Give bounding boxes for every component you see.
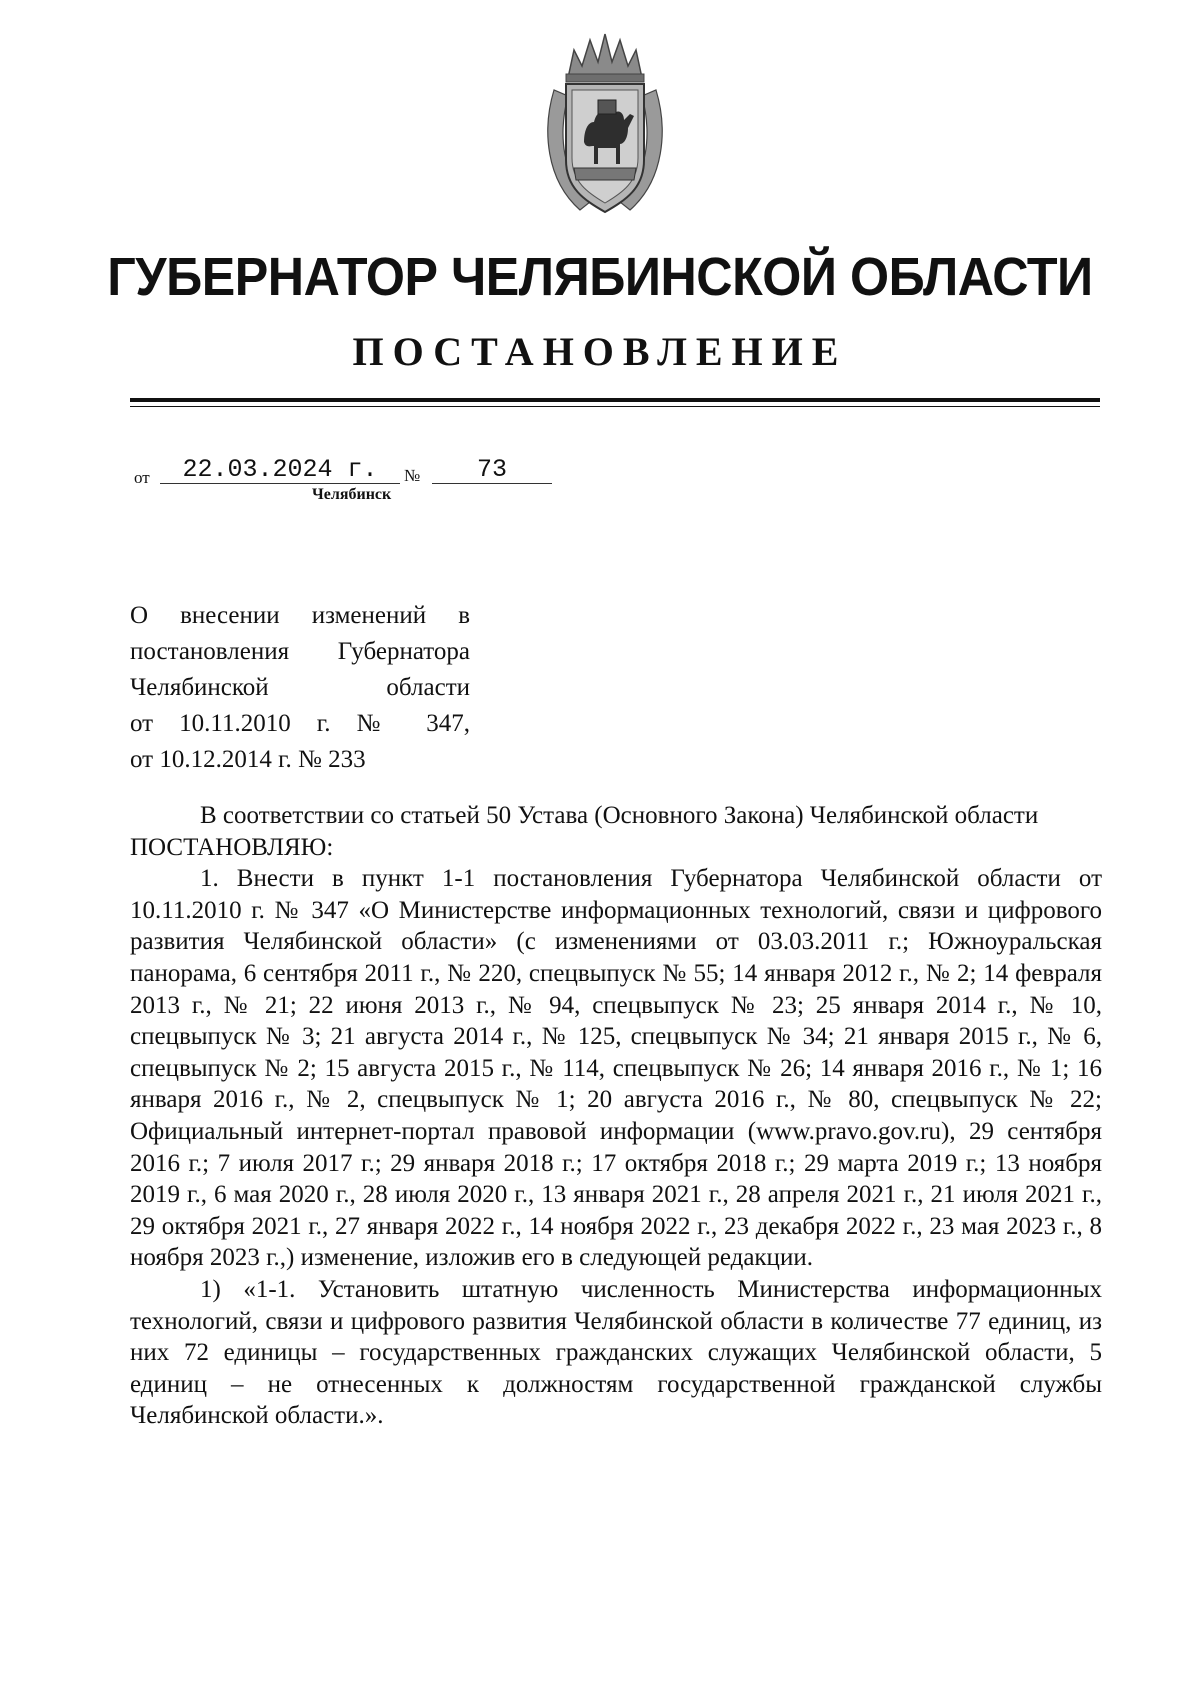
document-date: 22.03.2024 г. <box>160 456 400 484</box>
subject-line: О внесении изменений в <box>130 602 470 629</box>
document-subject <box>130 598 470 778</box>
subitem-1-paragraph: 1) «1-1. Установить штатную численность Министерства информационных технологий, связи и цифрового развития Челябинской области в количестве 77 единиц, из них 72 единицы – государственных гражданских служащих Челябинской области, 5 единиц – не отнесенных к должностям государственной гражданской службы Челябинской области.». <box>130 1275 1102 1430</box>
date-prefix: от <box>134 468 150 487</box>
subject-line: Челябинской области <box>130 674 470 701</box>
decree-word: ПОСТАНОВЛЯЮ: <box>130 833 334 861</box>
chelyabinsk-coat-of-arms-icon <box>540 30 670 220</box>
document-type: ПОСТАНОВЛЕНИЕ <box>352 329 848 374</box>
header-rule-thick <box>130 398 1100 402</box>
item-1-paragraph: 1. Внести в пункт 1-1 постановления Губернатора Челябинской области от 10.11.2010 г. № 347 «О Министерстве информационных технологий, связи и цифрового развития Челябинской области» (с изменениями от 03.03.2011 г.; Южноуральская панорама, 6 сентября 2011 г., № 220, спецвыпуск № 55; 14 января 2012 г., № 2; 14 февраля 2013 г., № 21; 22 июня 2013 г., № 94, спецвыпуск № 23; 25 января 2014 г., № 10, спецвыпуск № 3; 21 августа 2014 г., № 125, спецвыпуск № 34; 21 января 2015 г., № 6, спецвыпуск № 2; 15 августа 2015 г., № 114, спецвыпуск № 26; 14 января 2016 г., № 1; 16 января 2016 г., № 2, спецвыпуск № 1; 20 августа 2016 г., № 80, спецвыпуск № 22; Официальный интернет-портал правовой информации (www.pravo.gov.ru), 29 сентября 2016 г.; 7 июля 2017 г.; 29 января 2018 г.; 17 октября 2018 г.; 29 марта 2019 г.; 13 ноября 2019 г., 6 мая 2020 г., 28 июля 2020 г., 13 января 2021 г., 28 апреля 2021 г., 21 июля 2021 г., 29 октября 2021 г., 27 января 2022 г., 14 ноября 2022 г., 23 декабря 2022 г., 23 мая 2023 г., 8 ноября 2023 г.,) изменение, изложив его в следующей редакции. <box>130 865 1102 1272</box>
header-rule-thin <box>130 406 1100 407</box>
preamble-paragraph: В соответствии со статьей 50 Устава (Основного Закона) Челябинской области <box>200 802 1039 829</box>
issuing-authority: ГУБЕРНАТОР ЧЕЛЯБИНСКОЙ ОБЛАСТИ <box>107 247 1093 307</box>
document-body <box>130 800 1102 1432</box>
city-name: Челябинск <box>312 486 392 503</box>
document-number: 73 <box>432 456 552 484</box>
subject-line: от 10.11.2010 г. № 347, <box>130 710 470 737</box>
subject-line: постановления Губернатора <box>130 638 470 665</box>
date-number-line <box>134 456 594 486</box>
subject-line: от 10.12.2014 г. № 233 <box>130 746 366 773</box>
number-label: № <box>404 466 421 485</box>
